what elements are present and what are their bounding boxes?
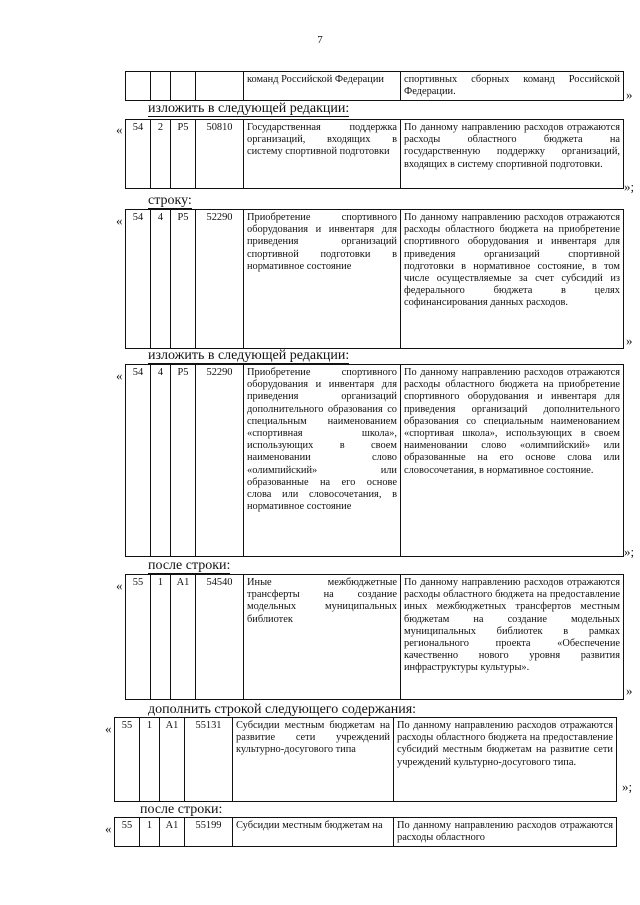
instruction-text: после строки:: [140, 802, 223, 817]
code-cell: A1: [171, 575, 196, 700]
close-quote: »: [626, 87, 633, 102]
code-cell: 1: [140, 818, 160, 847]
code-cell: A1: [160, 718, 185, 802]
name-cell: Субсидии местным бюджетам на развитие сети учреждений культурно-досугового типа: [233, 718, 394, 802]
name-cell: Иные межбюджетные трансферты на создание модельных муниципальных библиотек: [244, 575, 401, 700]
code-cell: P5: [171, 120, 196, 189]
close-quote: »;: [624, 179, 635, 194]
code-cell: P5: [171, 365, 196, 557]
open-quote: «: [105, 721, 112, 736]
code-cell: [196, 72, 244, 101]
code-cell: 55: [115, 818, 140, 847]
code-cell: P5: [171, 210, 196, 349]
description-cell: По данному направлению расходов отражаются расходы областного бюджета на предоставление иных межбюджетных трансфертов местным бюджетам на создание модельных муниципальных библиотек в рамках регионального проекта «Обеспечение качественно нового уровня развития инфраструктуры культуры».: [401, 575, 624, 700]
code-cell: 55199: [185, 818, 233, 847]
open-quote: «: [105, 821, 112, 836]
table-row: [125, 574, 624, 700]
code-cell: 52290: [196, 365, 244, 557]
table-row: [125, 119, 624, 189]
table-row: [125, 209, 624, 349]
code-cell: 50810: [196, 120, 244, 189]
instruction-text: строку:: [148, 193, 192, 208]
code-cell: 54: [126, 120, 151, 189]
description-cell: По данному направлению расходов отражаются расходы областного бюджета на государственную поддержку организаций, входящих в систему спортивной подготовки.: [401, 120, 624, 189]
code-cell: A1: [160, 818, 185, 847]
code-cell: [171, 72, 196, 101]
code-cell: 2: [151, 120, 171, 189]
code-cell: 55: [115, 718, 140, 802]
description-cell: спортивных сборных команд Российской Федерации.: [401, 72, 624, 101]
open-quote: «: [116, 368, 123, 383]
name-cell: Приобретение спортивного оборудования и инвентаря для приведения организаций спортивной подготовки в нормативное состояние: [244, 210, 401, 349]
close-quote: »;: [622, 779, 633, 794]
table-row: [114, 717, 617, 802]
code-cell: 55: [126, 575, 151, 700]
name-cell: Субсидии местным бюджетам на: [233, 818, 394, 847]
instruction-text: изложить в следующей редакции:: [148, 101, 350, 116]
code-cell: 1: [151, 575, 171, 700]
code-cell: 52290: [196, 210, 244, 349]
open-quote: «: [116, 578, 123, 593]
name-cell: Приобретение спортивного оборудования и инвентаря для приведения организаций дополнительного образования со специальным наименованием «спортивная школа», использующих в своем наименовании слово «олимпийский» или образованные на его основе слова или словосочетания, в нормативное состояние: [244, 365, 401, 557]
code-cell: 4: [151, 365, 171, 557]
code-cell: 54: [126, 365, 151, 557]
code-cell: 54: [126, 210, 151, 349]
close-quote: »;: [624, 544, 635, 559]
table-row-partial: [114, 817, 617, 847]
name-cell: команд Российской Федерации: [244, 72, 401, 101]
description-cell: По данному направлению расходов отражаются расходы областного бюджета на предоставление субсидий местным бюджетам на развитие сети учреждений культурно-досугового типа.: [394, 718, 617, 802]
description-cell: По данному направлению расходов отражаются расходы областного бюджета на приобретение спортивного оборудования и инвентаря для приведения организаций спортивной подготовки в нормативное состояние, в том числе осуществляемые за счет субсидий из федерального бюджета в целях софинансирования данных расходов.: [401, 210, 624, 349]
code-cell: 1: [140, 718, 160, 802]
open-quote: «: [116, 213, 123, 228]
table-row: [125, 364, 624, 557]
description-cell: По данному направлению расходов отражаются расходы областного бюджета на приобретение спортивного оборудования и инвентаря для приведения организаций дополнительного образования со специальным наименованием «спортивая школа», использующих в своем наименовании слово «олимпийский» или образованные на его основе слова или словосочетания, в нормативное состояние.: [401, 365, 624, 557]
code-cell: 54540: [196, 575, 244, 700]
description-cell: По данному направлению расходов отражаются расходы областного: [394, 818, 617, 847]
close-quote: »: [626, 683, 633, 698]
open-quote: «: [116, 122, 123, 137]
code-cell: 55131: [185, 718, 233, 802]
page-number: 7: [317, 34, 323, 46]
instruction-text: изложить в следующей редакции:: [148, 348, 350, 363]
table-row-continuation: [125, 71, 624, 101]
instruction-text: после строки:: [148, 558, 231, 573]
code-cell: [126, 72, 151, 101]
instruction-text: дополнить строкой следующего содержания:: [148, 702, 417, 717]
close-quote: »: [626, 333, 633, 348]
code-cell: [151, 72, 171, 101]
code-cell: 4: [151, 210, 171, 349]
name-cell: Государственная поддержка организаций, входящих в систему спортивной подготовки: [244, 120, 401, 189]
